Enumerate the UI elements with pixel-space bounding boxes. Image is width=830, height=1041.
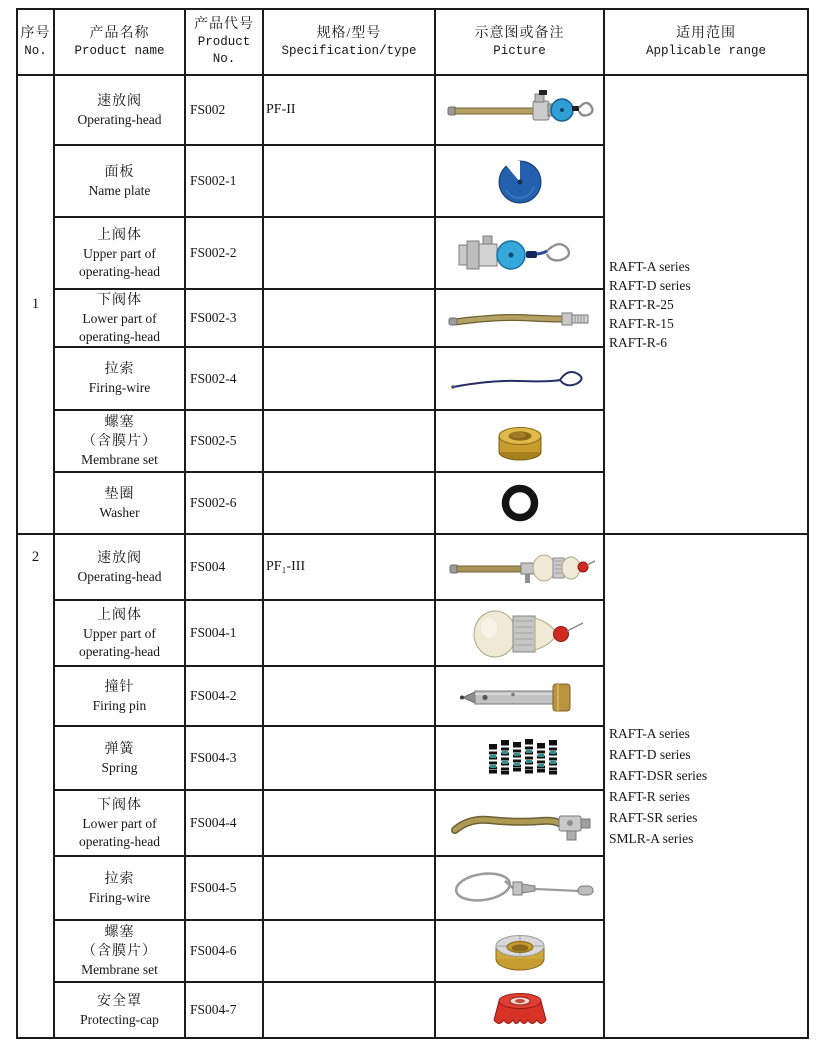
firing-wire-photo bbox=[445, 359, 595, 399]
product-code-cell bbox=[185, 666, 263, 726]
range-line: RAFT-R-6 bbox=[609, 335, 668, 350]
header-code-en2: No. bbox=[212, 52, 236, 66]
washer-oring-photo bbox=[445, 480, 595, 526]
group2-applicable-range-cell bbox=[604, 534, 808, 1038]
product-code-cell bbox=[185, 75, 263, 145]
product-name-cell bbox=[54, 666, 185, 726]
product-name-cn: 螺塞 bbox=[104, 415, 135, 430]
range-line: RAFT-D series bbox=[609, 747, 691, 762]
picture-cell bbox=[435, 534, 604, 600]
picture-cell bbox=[435, 289, 604, 347]
header-code-cn: 产品代号 bbox=[194, 17, 254, 32]
range-line: RAFT-A series bbox=[609, 726, 690, 741]
spec-cell bbox=[263, 856, 435, 920]
product-name-cn: 下阀体 bbox=[97, 797, 142, 813]
product-name-cn: 撞针 bbox=[104, 679, 135, 695]
product-code: FS004-4 bbox=[190, 815, 237, 830]
product-name-cell bbox=[54, 145, 185, 217]
product-code-cell bbox=[185, 920, 263, 982]
header-spec-cn: 规格/型号 bbox=[316, 25, 382, 41]
spec-cell bbox=[263, 726, 435, 790]
picture-cell bbox=[435, 347, 604, 410]
product-name-cn: 上阀体 bbox=[97, 607, 142, 623]
product-name-en: Membrane set bbox=[81, 452, 158, 467]
header-no-cn: 序号 bbox=[20, 25, 51, 41]
membrane-plug-photo-2 bbox=[445, 926, 595, 976]
product-name-cell bbox=[54, 75, 185, 145]
product-name-en: Membrane set bbox=[81, 962, 158, 977]
product-code-cell bbox=[185, 600, 263, 666]
product-name-en: Upper part of operating-head bbox=[79, 245, 160, 279]
spec-cell bbox=[263, 790, 435, 856]
product-name-cell bbox=[54, 600, 185, 666]
header-pic-en: Picture bbox=[493, 43, 546, 58]
range-line: RAFT-DSR series bbox=[609, 768, 708, 783]
product-name-cell bbox=[54, 472, 185, 534]
product-name-en: Washer bbox=[99, 504, 140, 520]
product-name-cell bbox=[54, 217, 185, 289]
header-range-cn: 适用范围 bbox=[676, 25, 736, 41]
product-code-cell bbox=[185, 472, 263, 534]
product-code-cell bbox=[185, 856, 263, 920]
spec-value: PF₁-III bbox=[266, 559, 306, 574]
header-code-en1: Product bbox=[197, 35, 251, 49]
table-header-row bbox=[17, 9, 808, 75]
product-name-en: Firing-wire bbox=[88, 380, 151, 395]
product-name-cn2: （含膜片） bbox=[82, 434, 157, 449]
lower-valve-body-photo bbox=[445, 300, 595, 336]
header-spec-en: Specification/type bbox=[281, 43, 417, 58]
group1-number: 1 bbox=[31, 296, 40, 312]
header-name-cn: 产品名称 bbox=[89, 25, 150, 41]
product-name-cn: 弹簧 bbox=[104, 741, 135, 757]
springs-photo bbox=[445, 732, 595, 784]
product-code-cell bbox=[185, 534, 263, 600]
product-code: FS004-7 bbox=[190, 1002, 237, 1017]
picture-cell bbox=[435, 410, 604, 472]
product-code: FS004-5 bbox=[190, 880, 237, 895]
product-code: FS002-4 bbox=[190, 370, 237, 386]
product-name-en: Lower part of operating-head bbox=[79, 310, 160, 344]
picture-cell bbox=[435, 472, 604, 534]
product-code-cell bbox=[185, 289, 263, 347]
header-cell-no bbox=[17, 9, 54, 75]
product-code-cell bbox=[185, 410, 263, 472]
header-cell-picture bbox=[435, 9, 604, 75]
spec-cell bbox=[263, 920, 435, 982]
firing-pin-photo bbox=[445, 672, 595, 720]
product-code: FS002-5 bbox=[190, 433, 237, 448]
range-line: RAFT-R-25 bbox=[609, 297, 674, 312]
spec-cell bbox=[263, 347, 435, 410]
lower-valve-body-photo-2 bbox=[445, 796, 595, 850]
product-name-cell bbox=[54, 410, 185, 472]
parts-table bbox=[16, 8, 809, 1039]
picture-cell bbox=[435, 600, 604, 666]
product-code-cell bbox=[185, 347, 263, 410]
product-code: FS004-1 bbox=[190, 625, 237, 640]
picture-cell bbox=[435, 75, 604, 145]
product-name-cell bbox=[54, 856, 185, 920]
spec-cell bbox=[263, 145, 435, 217]
spec-cell bbox=[263, 410, 435, 472]
picture-cell bbox=[435, 982, 604, 1038]
product-code-cell bbox=[185, 982, 263, 1038]
table-row bbox=[17, 75, 808, 145]
product-name-en: Name plate bbox=[88, 182, 151, 198]
product-name-en: Firing pin bbox=[92, 697, 147, 713]
product-name-cn: 下阀体 bbox=[97, 292, 142, 308]
upper-valve-body-photo-2 bbox=[445, 605, 595, 661]
product-code: FS002-1 bbox=[190, 173, 237, 188]
product-code: FS002-6 bbox=[190, 495, 237, 510]
picture-cell bbox=[435, 790, 604, 856]
product-name-en: Operating-head bbox=[77, 111, 162, 127]
product-name-cn: 拉索 bbox=[104, 871, 135, 887]
header-pic-cn: 示意图或备注 bbox=[474, 25, 565, 41]
header-no-en: No. bbox=[24, 43, 47, 58]
product-name-cell bbox=[54, 726, 185, 790]
spec-cell bbox=[263, 982, 435, 1038]
operating-head-assembly-photo bbox=[445, 88, 595, 132]
product-name-cell bbox=[54, 534, 185, 600]
product-code: FS004-2 bbox=[190, 688, 237, 703]
product-code-cell bbox=[185, 217, 263, 289]
picture-cell bbox=[435, 920, 604, 982]
product-name-cn: 速放阀 bbox=[97, 550, 142, 566]
table-row bbox=[17, 534, 808, 600]
picture-cell bbox=[435, 145, 604, 217]
product-code: FS002-2 bbox=[190, 245, 237, 260]
product-name-cell bbox=[54, 920, 185, 982]
range-line: RAFT-SR series bbox=[609, 810, 698, 825]
upper-valve-body-photo bbox=[445, 227, 595, 279]
range-line: SMLR-A series bbox=[609, 831, 694, 846]
product-name-cn: 螺塞 bbox=[104, 925, 135, 940]
product-name-cell bbox=[54, 289, 185, 347]
product-code: FS004-3 bbox=[190, 750, 237, 765]
picture-cell bbox=[435, 217, 604, 289]
product-code: FS004-6 bbox=[190, 943, 237, 958]
product-name-en: Lower part of operating-head bbox=[79, 815, 160, 849]
group2-number: 2 bbox=[31, 549, 40, 565]
spec-cell bbox=[263, 666, 435, 726]
header-name-en: Product name bbox=[74, 43, 165, 58]
product-code-cell bbox=[185, 790, 263, 856]
product-name-en: Spring bbox=[101, 759, 138, 775]
product-name-en: Protecting-cap bbox=[80, 1011, 159, 1027]
product-name-cn: 垫圈 bbox=[104, 486, 135, 502]
operating-head-assembly-photo-2 bbox=[445, 540, 595, 594]
range-line: RAFT-R series bbox=[609, 789, 690, 804]
product-code: FS002-3 bbox=[190, 310, 237, 325]
picture-cell bbox=[435, 726, 604, 790]
picture-cell bbox=[435, 856, 604, 920]
range-line: RAFT-D series bbox=[609, 278, 691, 293]
product-name-cell bbox=[54, 790, 185, 856]
spec-value: PF-II bbox=[266, 102, 296, 117]
product-name-cn: 拉索 bbox=[104, 362, 135, 377]
spec-cell bbox=[263, 217, 435, 289]
range-line: RAFT-A series bbox=[609, 259, 690, 274]
product-name-cn: 面板 bbox=[104, 164, 135, 180]
header-cell-product-name bbox=[54, 9, 185, 75]
product-name-en: Firing-wire bbox=[88, 889, 151, 905]
spec-cell bbox=[263, 75, 435, 145]
product-code-cell bbox=[185, 726, 263, 790]
spec-cell bbox=[263, 534, 435, 600]
protecting-cap-photo bbox=[445, 987, 595, 1033]
picture-cell bbox=[435, 666, 604, 726]
product-code: FS002 bbox=[190, 102, 226, 117]
group1-applicable-range-cell bbox=[604, 75, 808, 534]
group1-no-cell bbox=[17, 75, 54, 534]
product-code-cell bbox=[185, 145, 263, 217]
header-cell-product-code bbox=[185, 9, 263, 75]
group2-no-cell bbox=[17, 534, 54, 1038]
membrane-plug-photo bbox=[445, 416, 595, 466]
spec-cell bbox=[263, 600, 435, 666]
product-name-en: Upper part of operating-head bbox=[79, 625, 160, 659]
firing-wire-photo-2 bbox=[445, 863, 595, 913]
product-name-cell bbox=[54, 982, 185, 1038]
product-name-cn: 速放阀 bbox=[97, 93, 142, 109]
name-plate-photo bbox=[445, 153, 595, 209]
product-name-en: Operating-head bbox=[77, 568, 162, 584]
spec-cell bbox=[263, 289, 435, 347]
range-line: RAFT-R-15 bbox=[609, 316, 674, 331]
product-name-cn: 安全罩 bbox=[97, 993, 142, 1009]
header-cell-range bbox=[604, 9, 808, 75]
product-name-cell bbox=[54, 347, 185, 410]
header-range-en: Applicable range bbox=[645, 43, 767, 58]
spec-cell bbox=[263, 472, 435, 534]
product-name-cn2: （含膜片） bbox=[82, 944, 157, 959]
header-cell-spec bbox=[263, 9, 435, 75]
product-name-cn: 上阀体 bbox=[97, 227, 142, 243]
product-code: FS004 bbox=[190, 559, 226, 574]
